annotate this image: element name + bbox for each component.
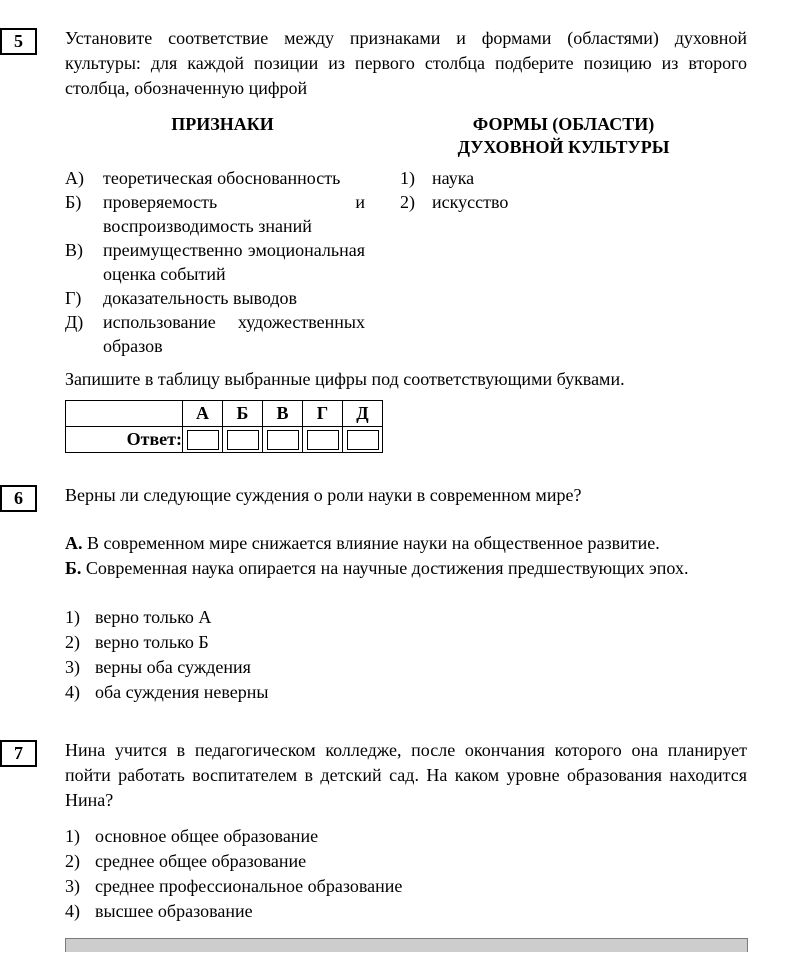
statement-marker: А. <box>65 533 83 553</box>
option-1 <box>65 824 747 849</box>
statement-text: В современном мире снижается влияние науки на общественное развитие. <box>87 533 660 553</box>
option-3 <box>65 655 747 680</box>
question-5-number-box <box>0 28 37 55</box>
option-label: 3) <box>65 657 80 677</box>
question-7-number-box <box>0 740 37 767</box>
item-label: Б) <box>65 192 82 212</box>
answer-input-box-v[interactable] <box>267 430 299 450</box>
answer-input-box-b[interactable] <box>227 430 259 450</box>
answer-table-answer-row <box>66 427 383 453</box>
option-2 <box>65 849 747 874</box>
right-column-header-line2: ДУХОВНОЙ КУЛЬТУРЫ <box>457 137 670 157</box>
option-text: высшее образование <box>95 901 253 921</box>
item-label: Г) <box>65 288 82 308</box>
option-label: 4) <box>65 901 80 921</box>
match-item-d <box>65 310 400 358</box>
question-6-body <box>65 483 747 705</box>
option-1 <box>65 605 747 630</box>
match-left-column <box>65 166 400 358</box>
question-number: 5 <box>14 31 23 51</box>
answer-cell-d <box>343 427 383 453</box>
option-text: верны оба суждения <box>95 657 251 677</box>
answer-cell-b <box>223 427 263 453</box>
answer-table <box>65 400 383 453</box>
table-instruction: Запишите в таблицу выбранные цифры под соответствующими буквами. <box>65 369 625 389</box>
option-text: среднее общее образование <box>95 851 307 871</box>
option-4 <box>65 680 747 705</box>
question-7-body <box>65 738 747 924</box>
item-text: использование художественных образов <box>103 312 365 356</box>
match-headers <box>65 113 747 159</box>
item-text: доказательность выводов <box>103 288 298 308</box>
right-column-header-line1: ФОРМЫ (ОБЛАСТИ) <box>472 114 655 134</box>
page-bottom-strip <box>65 938 748 952</box>
item-label: А) <box>65 168 84 188</box>
answer-table-letter-b: Б <box>223 401 263 427</box>
statement-marker: Б. <box>65 558 82 578</box>
option-3 <box>65 874 747 899</box>
question-intro: Установите соответствие между признаками и формами (областями) духовной культуры: для каждой позиции из первого столбца подберите позицию из второго столбца, обозначенную цифрой <box>65 28 747 98</box>
option-text: оба суждения неверны <box>95 682 269 702</box>
answer-input-box-d[interactable] <box>347 430 379 450</box>
option-label: 3) <box>65 876 80 896</box>
option-label: 2) <box>65 632 80 652</box>
answer-input-box-a[interactable] <box>187 430 219 450</box>
right-column-header <box>380 113 747 159</box>
option-text: наука <box>432 168 475 188</box>
option-2 <box>65 630 747 655</box>
question-7-options <box>65 824 747 924</box>
answer-cell-v <box>263 427 303 453</box>
answer-table-letter-d: Д <box>343 401 383 427</box>
option-4 <box>65 899 747 924</box>
item-text: преимущественно эмоциональная оценка событий <box>103 240 365 284</box>
item-label: Д) <box>65 312 84 332</box>
match-area <box>65 166 747 358</box>
question-number: 6 <box>14 488 23 508</box>
option-label: 1) <box>65 826 80 846</box>
answer-cell-a <box>183 427 223 453</box>
match-item-b <box>65 190 400 238</box>
item-text: проверяемость и воспроизводимость знаний <box>103 192 365 236</box>
match-item-a <box>65 166 400 190</box>
question-6-options <box>65 605 747 705</box>
match-right-column <box>400 166 747 358</box>
answer-table-letter-a: А <box>183 401 223 427</box>
answer-table-letter-g: Г <box>303 401 343 427</box>
question-number: 7 <box>14 743 23 763</box>
option-label: 2) <box>400 192 415 212</box>
question-6 <box>0 483 805 705</box>
option-text: искусство <box>432 192 509 212</box>
option-text: верно только Б <box>95 632 209 652</box>
option-label: 1) <box>400 168 415 188</box>
match-option-1 <box>400 166 747 190</box>
option-label: 4) <box>65 682 80 702</box>
statement-a <box>65 531 747 556</box>
option-text: верно только А <box>95 607 212 627</box>
option-text: основное общее образование <box>95 826 319 846</box>
question-6-number-box <box>0 485 37 512</box>
answer-table-letter-v: В <box>263 401 303 427</box>
answer-table-corner <box>66 401 183 427</box>
question-text: Верны ли следующие суждения о роли науки в современном мире? <box>65 485 582 505</box>
option-text: среднее профессиональное образование <box>95 876 403 896</box>
statements <box>65 531 747 581</box>
item-label: В) <box>65 240 83 260</box>
match-item-g <box>65 286 400 310</box>
answer-table-header-row <box>66 401 383 427</box>
option-label: 2) <box>65 851 80 871</box>
question-5 <box>0 26 805 453</box>
question-5-body <box>65 26 747 453</box>
match-option-2 <box>400 190 747 214</box>
answer-label: Ответ: <box>66 427 183 453</box>
answer-cell-g <box>303 427 343 453</box>
left-column-header: ПРИЗНАКИ <box>171 114 274 134</box>
option-label: 1) <box>65 607 80 627</box>
answer-input-box-g[interactable] <box>307 430 339 450</box>
question-text: Нина учится в педагогическом колледже, после окончания которого она планирует пойти работать воспитателем в детский сад. На каком уровне образования находится Нина? <box>65 740 747 810</box>
statement-b <box>65 556 747 581</box>
item-text: теоретическая обоснованность <box>103 168 341 188</box>
question-7 <box>0 738 805 924</box>
statement-text: Современная наука опирается на научные достижения предшествующих эпох. <box>85 558 689 578</box>
match-item-v <box>65 238 400 286</box>
